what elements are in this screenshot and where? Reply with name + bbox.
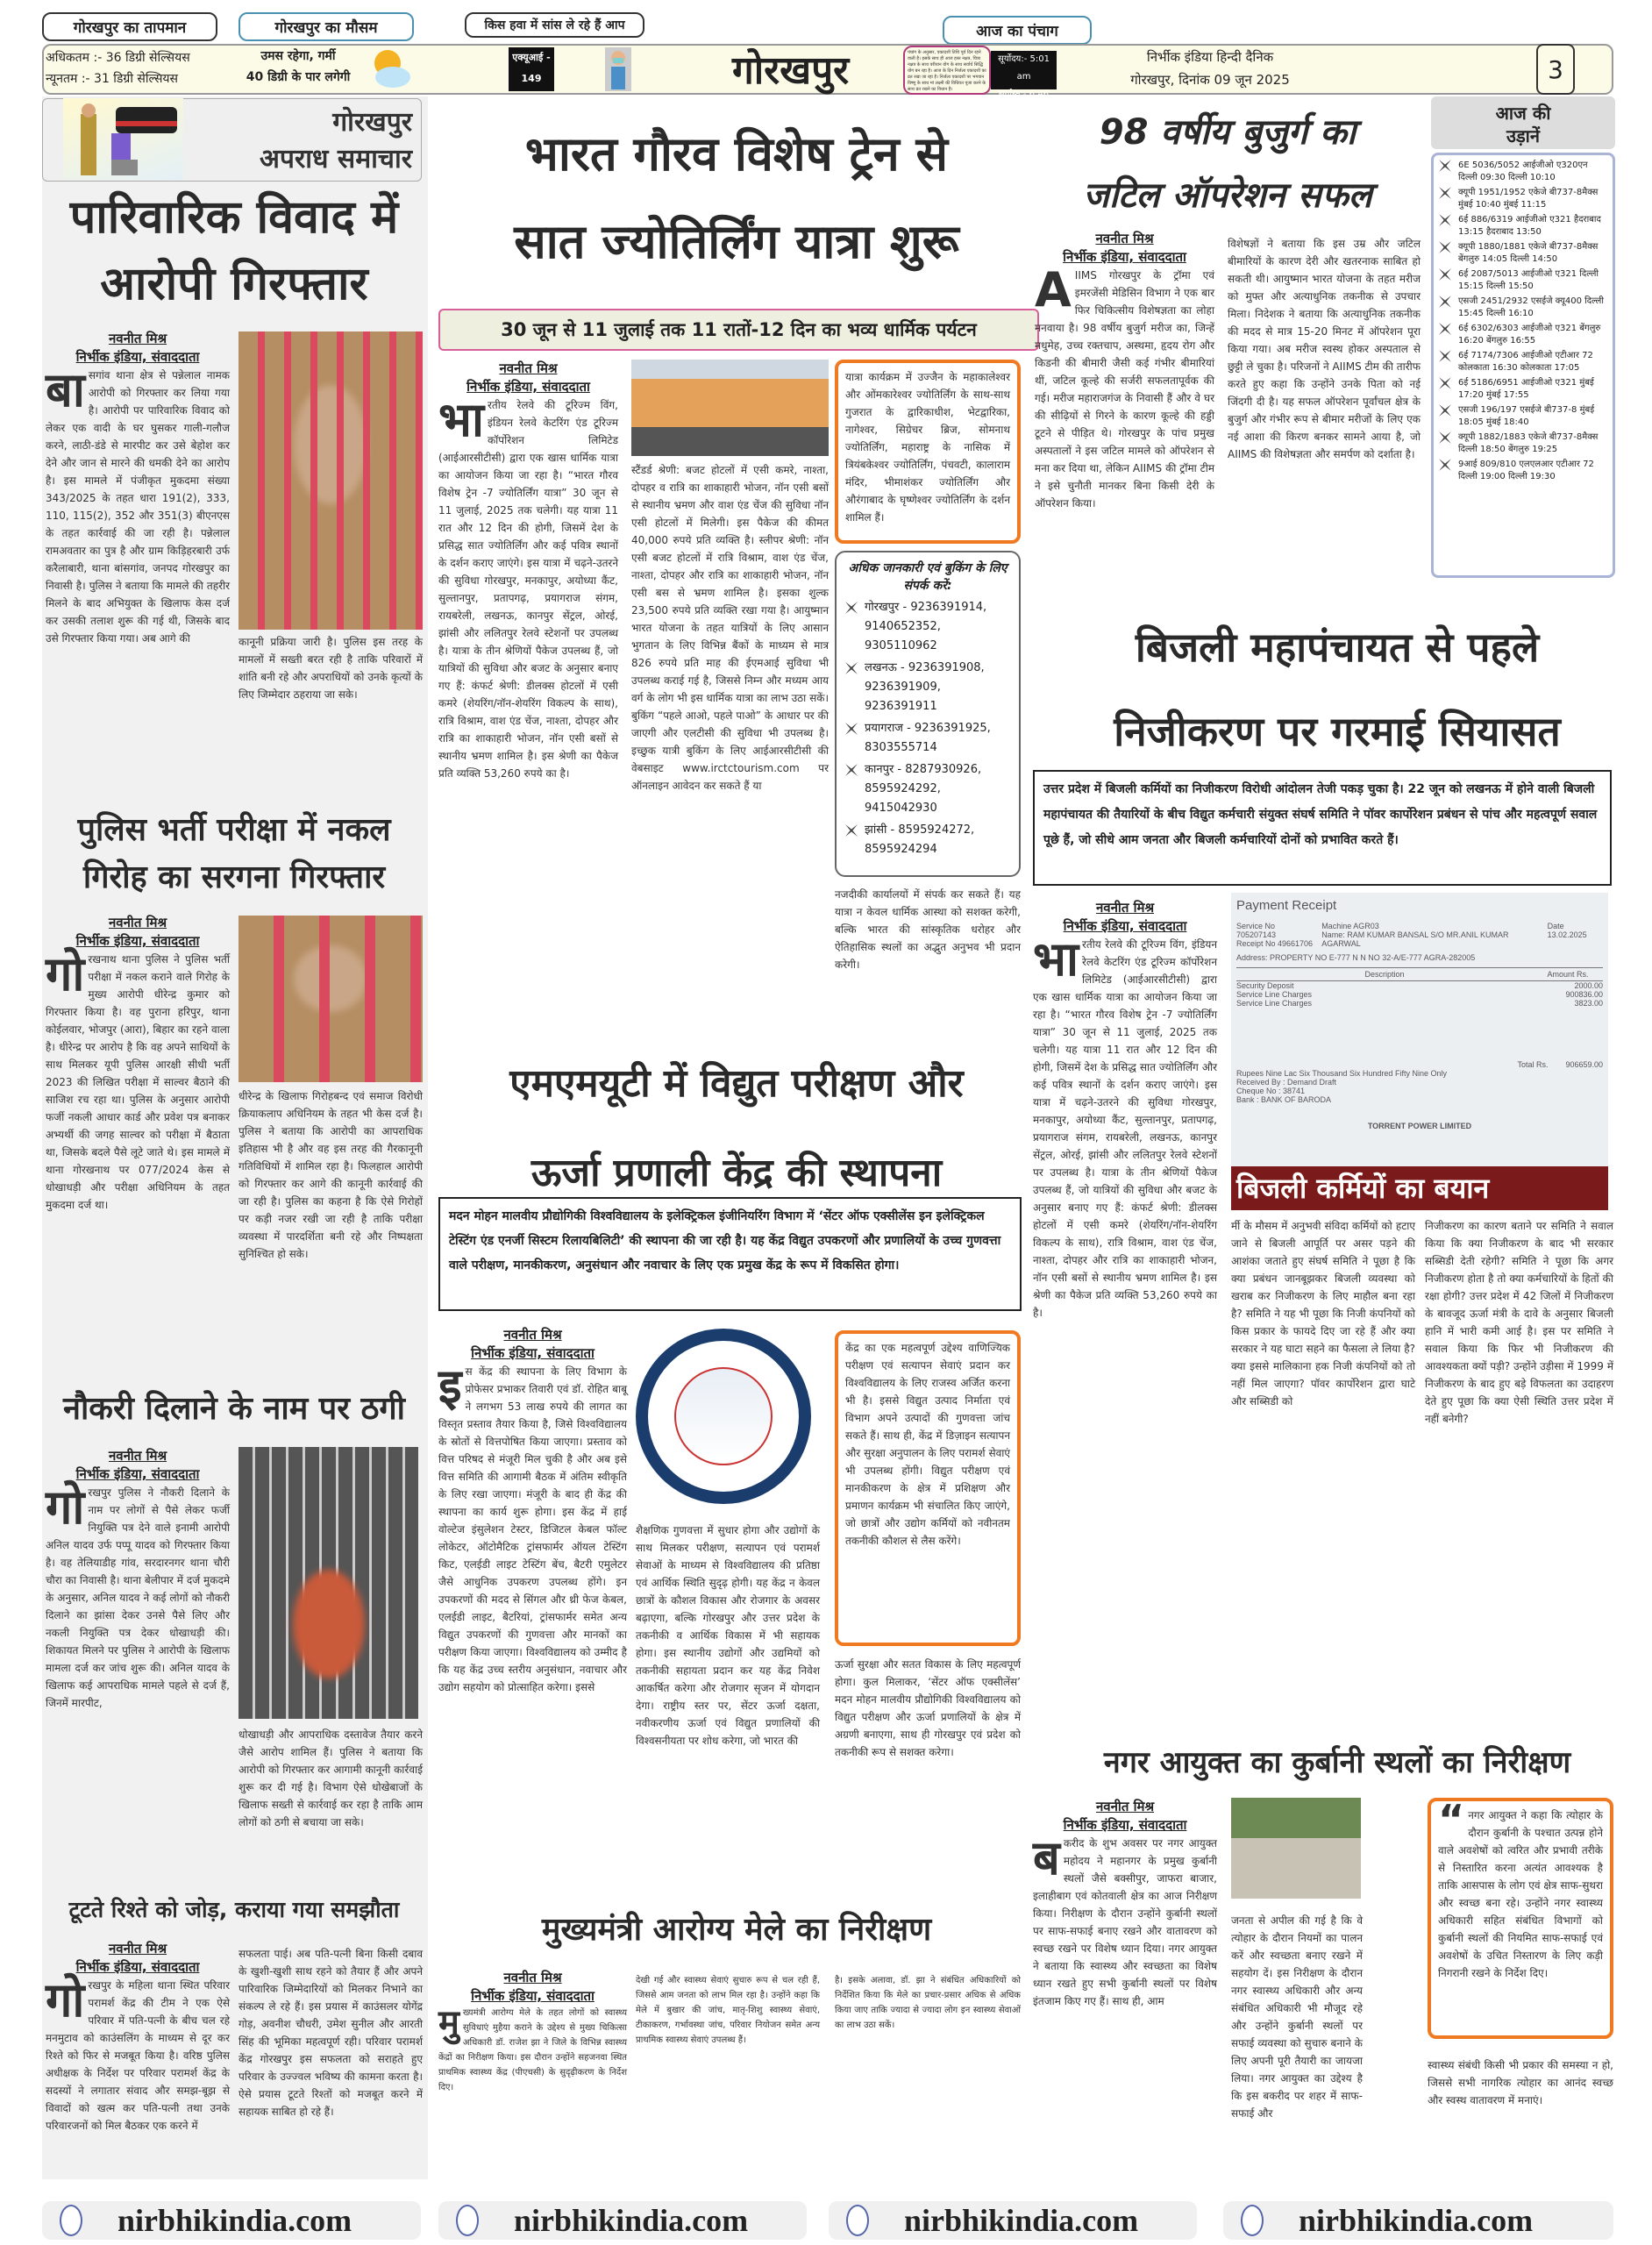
contact-item: झांसी - 8595924272, 8595924294	[845, 821, 1010, 859]
flight-bullet-icon	[1439, 160, 1451, 172]
sunset: सूर्यास्त:- 6:46 pm	[998, 89, 1050, 117]
contact-item: गोरखपुर - 9236391914, 9140652352, 9305110962	[845, 598, 1010, 656]
aqi-status: (खराब)	[516, 94, 546, 105]
article-body: रखनाथ थाना पुलिस ने पुलिस भर्ती परीक्षा में नकल कराने वाले गिरोह के मुख्य आरोपी धीरेन्द्र कुमार को गिरफ्तार किया है। वह पुराना हरिपुर, थाना कोईलवार, भोजपुर (आरा), बिहार का रहने वाला है। धीरेन्द्र पर आरोप है कि वह अपने साथियों के साथ मिलकर यूपी पुलिस आरक्षी सीधी भर्ती 2023 की लिखित परीक्षा में साल्वर बैठाने की साजिश रच रहा था। पुलिस के अनुसार आरोपी फर्जी नकली आधार कार्ड और प्रवेश पत्र बनाकर अभ्यर्थी की जगह साल्वर को परीक्षा में बैठाता था, जिसके बदले पैसे लूटे जाते थे। इस मामले में थाना गोरखनाथ पर 077/2024 केस से धोखाधड़ी और परीक्षा अधिनियम के तहत मुकदमा दर्ज था।	[46, 953, 230, 1211]
mmmut-article-col3: ऊर्जा सुरक्षा और सतत विकास के लिए महत्वपूर्ण होगा। कुल मिलाकर, ‘सेंटर ऑफ एक्सीलेंस’ मदन मोहन मालवीय प्रौद्योगिकी विश्वविद्यालय को विद्युत परीक्षण और ऊर्जा प्रणालियों के क्षेत्र में अग्रणी बनाएगा, साथ ही गोरखपुर एवं प्रदेश को तकनीकी रूप से सशक्त करेगा।	[835, 1658, 1021, 1758]
contact-bullet-icon	[845, 723, 858, 735]
receipt-bank: Bank : BANK OF BARODA	[1236, 1095, 1332, 1104]
headline-reconciliation: टूटते रिश्ते को जोड़, कराया गया समझौता	[68, 1897, 400, 1922]
commissioner-quote-box	[1428, 1798, 1613, 2039]
article-continuation: धीरेन्द्र के खिलाफ गिरोहबन्द एवं समाज विरोधी क्रियाकलाप अधिनियम के तहत भी केस दर्ज है। पुलिस ने बताया कि आरोपी का आपराधिक इतिहास भी है और वह इस तरह की गैरकानूनी गतिविधियों में शामिल रहा है। फिलहाल आरोपी को गिरफ्तार कर आगे की कानूनी कार्रवाई की जा रही है। पुलिस का कहना है कि ऐसे गिरोहों पर कड़ी नजर रखी जा रही है ताकि परीक्षा व्यवस्था में पारदर्शिता बनी रहे और निष्पक्षता सुनिश्चित हो सके।	[239, 1090, 423, 1260]
flight-item	[1439, 323, 1607, 347]
footer-site-4[interactable]	[1223, 2201, 1613, 2240]
headline-police-exam: पुलिस भर्ती परीक्षा में नकल गिरोह का सरगना गिरफ्तार	[77, 812, 391, 895]
receipt-line-amount: 3823.00	[1574, 999, 1603, 1008]
contact-bullet-icon	[845, 602, 858, 614]
flights-list	[1431, 153, 1615, 578]
byline-name: नवनीत मिश्र	[499, 360, 558, 376]
drop-cap: इ	[438, 1358, 462, 1414]
flight-bullet-icon	[1439, 241, 1451, 253]
drop-cap: ब	[1033, 1830, 1060, 1885]
flight-text: एसजी 2451/2932 एसईजे क्यू400 दिल्ली 15:45 दिल्ली 16:10	[1458, 296, 1604, 318]
contact-city: लखनऊ	[865, 661, 897, 674]
byline-name: नवनीत मिश्र	[1095, 231, 1154, 246]
receipt-line-desc: Service Line Charges	[1236, 990, 1313, 999]
press-logo-icon	[60, 2205, 82, 2236]
payment-receipt-photo	[1231, 893, 1608, 1182]
arogya-col3: है। इसके अलावा, डॉ. झा ने संबंधित अधिकारियों को निर्देशित किया कि मेले का प्रचार-प्रसार अधिक से अधिक किया जाए ताकि ज्यादा से ज्यादा लोग इन स्वास्थ्य सेवाओं का लाभ उठा सकें।	[835, 1976, 1021, 2030]
drop-cap: गो	[46, 946, 85, 1001]
article-body: रतीय रेलवे की टूरिज्म विंग, इंडियन रेलवे केटरिंग एंड टूरिज्म कॉर्पोरेशन लिमिटेड (आईआरसीटीसी) द्वारा एक खास धार्मिक यात्रा का आयोजन किया जा रहा है। “भारत गौरव विशेष ट्रेन -7 ज्योतिर्लिंग यात्रा” 30 जून से 11 जुलाई, 2025 तक चलेगी। यह यात्रा 11 रात और 12 दिन की होगी, जिसमें देश के प्रसिद्ध सात ज्योतिर्लिंग और कई पवित्र स्थानों के दर्शन कराए जाएंगे। इस यात्रा में चढ़ने-उतरने की सुविधा गोरखपुर, मनकापुर, अयोध्या कैंट, सुल्तानपुर, प्रतापगढ़, प्रयागराज संगम, रायबरेली, लखनऊ, कानपुर सेंट्रल, ओरई, झांसी और ललितपुर रेलवे स्टेशनों पर उपलब्ध है। यात्रा के तीन श्रेणियों पैकेज उपलब्ध हैं, जो यात्रियों की सुविधा और बजट के अनुसार बनाए गए हैं: कंफर्ट श्रेणी: डीलक्स होटलों में एसी कमरे (शेयरिंग/नॉन-शेयरिंग विकल्प के साथ), रात्रि विश्राम, वाश एंड चेंज, नाश्ता, दोपहर और रात्रि का शाकाहारी भोजन, नॉन एसी बसों से स्थानीय भ्रमण शामिल है। इस श्रेणी का पैकेज प्रति व्यक्ति 53,260 रुपये का है।	[1033, 938, 1217, 1319]
drop-cap: भा	[1033, 931, 1079, 987]
train-article-col3: नजदीकी कार्यालयों में संपर्क कर सकते हैं। यह यात्रा न केवल धार्मिक आस्था को सशक्त करेगी, बल्कि भारत की सांस्कृतिक धरोहर और ऐतिहासिक स्थलों का अद्भुत अनुभव भी प्रदान करेगी।	[835, 888, 1021, 971]
receipt-date: Date 13.02.2025	[1547, 922, 1587, 939]
elderly-col2: विशेषज्ञों ने बताया कि इस उम्र और जटिल बीमारियों के कारण देरी और खतरनाक साबित हो सकती थी। आयुष्मान भारत योजना के तहत मरीज को मुफ्त और अत्याधुनिक तकनीक से उपचार मिला। निदेशक ने बताया कि अत्याधुनिक तकनीक की मदद से मात्र 15-20 मिनट में ऑपरेशन पूरा किया गया। अब मरीज स्वस्थ होकर अस्पताल से छुट्टी ले चुका है। परिजनों ने AIIMS टीम की तारीफ करते हुए कहा कि उन्होंने उनके पिता को नई जिंदगी दी है। यह सफल ऑपरेशन पूर्वांचल क्षेत्र के बुजुर्ग और गंभीर रूप से बीमार मरीजों के लिए एक नई आशा की किरण बनकर सामने आया है, जो AIIMS की विशेषज्ञता और समर्पण को दर्शाता है।	[1228, 238, 1421, 460]
footer-site-text: nirbhikindia.com	[904, 2203, 1139, 2238]
receipt-amount-header: Amount Rs.	[1547, 970, 1589, 979]
headline-line-1: 98 वर्षीय बुजुर्ग का	[1099, 112, 1356, 153]
headline-line-1: बिजली महापंचायत से पहले	[1135, 624, 1540, 671]
train-photo	[631, 360, 829, 456]
flight-bullet-icon	[1439, 459, 1451, 471]
photo-caption-band: बिजली कर्मियों का बयान	[1231, 1166, 1608, 1210]
contact-box	[835, 551, 1021, 877]
commissioner-article	[1033, 1798, 1217, 2010]
headline-line-1: भारत गौरव विशेष ट्रेन से	[524, 125, 949, 182]
flights-panel	[1431, 96, 1615, 588]
receipt-cheque: Cheque No : 38741	[1236, 1087, 1306, 1095]
byline-org: निर्भीक इंडिया, संवाददाता	[1063, 1817, 1187, 1833]
page-number: 3	[1536, 44, 1575, 95]
flight-text: 6E 5036/5052 आईजीओ ए320एन दिल्ली 09:30 दिल्ली 10:10	[1458, 160, 1588, 182]
flight-item	[1439, 296, 1607, 320]
flight-text: 6ई 7174/7306 आईजीओ एटीआर 72 कोलकाता 16:30 कोलकाता 17:05	[1458, 351, 1593, 373]
receipt-line-amount: 2000.00	[1574, 981, 1603, 990]
flight-text: क्यूपी 1882/1883 एकेजे बी737-8मैक्स दिल्ली 18:50 बेंगलुरु 19:25	[1458, 432, 1599, 454]
flight-text: क्यूपी 1880/1881 एकेजे बी737-8मैक्स बेंगलुरु 14:05 दिल्ली 14:50	[1458, 242, 1599, 264]
byline-org: निर्भीक इंडिया, संवाददाता	[75, 1466, 200, 1482]
drop-cap: बा	[46, 362, 85, 417]
byline-name: नवनीत मिश्र	[108, 1448, 167, 1464]
contact-item: लखनऊ - 9236391908, 9236391909, 9236391911	[845, 659, 1010, 716]
press-logo-icon	[846, 2205, 869, 2236]
electricity-col2: र्मी के मौसम में अनुभवी संविदा कर्मियों को हटाए जाने से बिजली आपूर्ति पर असर पड़ने की आशंका जताते हुए संघर्ष समिति ने पूछा है कि क्या प्रबंधन जानबूझकर बिजली व्यवस्था को खराब कर निजीकरण के लिए माहौल बना रहा है? समिति ने यह भी पूछा कि निजी कंपनियों को किस प्रकार के फायदे दिए जा रहे हैं और क्या सरकार ने यह घाटा सहने का फैसला ले लिया है? क्या इससे मालिकाना हक निजी कंपनियों को तो नहीं मिल जाएगा? पॉवर कार्पोरेशन द्वारा घाटे और सब्सिडी को	[1231, 1220, 1415, 1408]
contact-city: कानपुर	[865, 763, 894, 776]
electricity-intro-box: उत्तर प्रदेश में बिजली कर्मियों का निजीकरण विरोधी आंदोलन तेजी पकड़ चुका है। 22 जून को लखनऊ में होने वाली बिजली महापंचायत की तैयारियों के बीच विद्युत कर्मचारी संयुक्त संघर्ष समिति ने पॉवर कार्पोरेशन प्रबंधन से पांच और महत्वपूर्ण सवाल पूछे हैं, जो सीधे आम जनता और बिजली कर्मचारियों दोनों को प्रभावित करते हैं।	[1033, 770, 1612, 886]
flight-text: 9आई 809/810 एलएलआर एटीआर 72 दिल्ली 19:00 दिल्ली 19:30	[1458, 460, 1594, 481]
byline-name: नवनीत मिश्र	[1095, 1799, 1155, 1814]
flight-item	[1439, 214, 1607, 239]
contact-city: गोरखपुर	[865, 601, 900, 614]
flight-text: एसजी 196/197 एसईजे बी737-8 मुंबई 18:05 मुंबई 18:40	[1458, 405, 1595, 427]
byline-name: नवनीत मिश्र	[503, 1327, 562, 1343]
flight-item	[1439, 350, 1607, 374]
contact-numbers: 9236391908, 9236391909, 9236391911	[865, 661, 985, 713]
flight-item	[1439, 241, 1607, 266]
contact-numbers: 8595924272, 8595924294	[865, 823, 975, 856]
byline-org: निर्भीक इंडिया, संवाददाता	[466, 379, 590, 395]
article-body: स केंद्र की स्थापना के लिए विभाग के प्रोफेसर प्रभाकर तिवारी एवं डॉ. रोहित बाबू ने लगभग 53 लाख रुपये की लागत का विस्तृत प्रस्ताव तैयार किया है, जिसे विश्वविद्यालय के स्रोतों से वित्तपोषित किया जाएगा। प्रस्ताव को वित्त परिषद से मंजूरी मिल चुकी है और अब इसे वित्त समिति की आगामी बैठक में अंतिम स्वीकृति के लिए रखा जाएगा। मंजूरी के बाद ही केंद्र की स्थापना का कार्य शुरू होगा। इस केंद्र में हाई वोल्टेज इंसुलेशन टेस्टर, डिजिटल केबल फॉल्ट लोकेटर, ऑटोमैटिक ट्रांसफार्मर ऑयल टेस्टिंग किट, एलईडी लाइट टेस्टिंग बेंच, बैटरी एमुलेटर जैसे आधुनिक उपकरण उपलब्ध होंगे। इन उपकरणों की मदद से सिंगल और थ्री फेज केबल, एलईडी लाइट, बैटरियां, ट्रांसफार्मर समेत अन्य विद्युत उपकरणों की गुणवत्ता और मानकों का परीक्षण किया जाएगा। विश्वविद्यालय को उम्मीद है कि यह केंद्र उच्च स्तरीय अनुसंधान, नवाचार और उद्योग सहयोग को प्रोत्साहित करेगा। इससे	[438, 1365, 627, 1693]
drop-cap: भा	[438, 392, 484, 447]
drop-cap: A	[1035, 262, 1072, 317]
receipt-line	[1236, 999, 1603, 1008]
partly-cloudy-icon	[368, 46, 412, 91]
mmmut-highlight-box: केंद्र का एक महत्वपूर्ण उद्देश्य वाणिज्यिक परीक्षण एवं सत्यापन सेवाएं प्रदान कर विश्वविद्यालय के लिए राजस्व अर्जित करना भी है। इससे विद्युत उत्पाद निर्माता एवं विभाग अपने उत्पादों की गुणवत्ता जांच सकते हैं। साथ ही, केंद्र में डिज़ाइन सत्यापन और सुरक्षा अनुपालन के लिए परामर्श सेवाएं भी उपलब्ध होंगी। विद्युत परीक्षण एवं मानकीकरण के क्षेत्र में प्रशिक्षण और प्रमाणन कार्यक्रम भी संचालित किए जाएंगे, जो छात्रों और उद्योग कर्मियों को नवीनतम तकनीकी कौशल से लैस करेंगे।	[835, 1330, 1021, 1646]
press-logo-icon	[456, 2205, 479, 2236]
temp-max: अधिकतम :- 36 डिग्री सेल्सियस	[46, 51, 190, 65]
contact-item: प्रयागराज - 9236391925, 8303555714	[845, 719, 1010, 758]
contact-city: प्रयागराज	[865, 722, 903, 735]
receipt-service-no: Service No 705207143	[1236, 922, 1277, 939]
footer-site-1[interactable]	[42, 2201, 421, 2240]
headline-line-1: एमएमयूटी में विद्युत परीक्षण और	[509, 1061, 964, 1106]
flight-bullet-icon	[1439, 296, 1451, 308]
weather-box	[232, 46, 364, 88]
temperature-box	[46, 47, 190, 89]
quote-text: नगर आयुक्त ने कहा कि त्योहार के दौरान कुर्बानी के पश्चात उत्पन्न होने वाले अवशेषों को त्वरित और प्रभावी तरीके से निस्तारित करना अत्यंत आवश्यक है ताकि आसपास के लोग एवं क्षेत्र साफ-सुथरा और स्वच्छ बना रहे। उन्होंने नगर स्वास्थ्य अधिकारी सहित संबंधित विभागों को कुर्बानी स्थलों की नियमित साफ-सफाई एवं अवशेषों के उचित निस्तारण के लिए कड़ी निगरानी रखने के निर्देश दिए।	[1438, 1809, 1603, 1979]
flights-title-2: उड़ानें	[1506, 125, 1540, 146]
inspection-photo	[1231, 1798, 1361, 1899]
flight-bullet-icon	[1439, 187, 1451, 199]
flight-item	[1439, 187, 1607, 211]
flight-bullet-icon	[1439, 268, 1451, 281]
weather-line1: उमस रहेगा, गर्मी	[260, 49, 336, 63]
flight-item	[1439, 431, 1607, 456]
byline-name: नवनीत मिश्र	[503, 1970, 562, 1985]
electricity-col3: निजीकरण का कारण बताने पर समिति ने सवाल किया कि क्या निजीकरण के बाद भी सरकार सब्सिडी देती रहेगी? समिति ने पूछा कि अगर निजीकरण होता है तो क्या कर्मचारियों के हितों की रक्षा होगी? उत्तर प्रदेश में 42 जिलों में निजीकरण के बावजूद ऊर्जा मंत्री के दावे के अनुसार बिजली हानि में भारी कमी आई है। इस पर समिति ने सवाल किया कि फिर भी निजीकरण की आवश्यकता क्यों पड़ी? उन्होंने उड़ीसा में 1999 में निजीकरण के बाद हुए बड़े विफलता का उदाहरण देते हुए पूछा कि क्या ऐसी स्थिति उत्तर प्रदेश में नहीं बनेगी?	[1425, 1220, 1613, 1425]
flights-title-1: आज की	[1495, 103, 1551, 124]
article-body: ख्यमंत्री आरोग्य मेले के तहत लोगों को स्वास्थ्य सुविधाएं मुहैया कराने के उद्देश्य से मुख्य चिकित्सा अधिकारी डॉ. राजेश झा ने जिले के विभिन्न स्वास्थ्य केंद्रों का निरीक्षण किया। इस दौरान उन्होंने सहजनवा स्थित प्राथमिक स्वास्थ्य केंद्र (पीएचसी) के सुदृढ़ीकरण के निर्देश दिए।	[438, 2008, 627, 2092]
article-body: IIMS गोरखपुर के ट्रॉमा एवं इमरजेंसी मेडिसिन विभाग ने एक बार फिर चिकित्सीय विशेषज्ञता का लोहा मनवाया है। 98 वर्षीय बुजुर्ग मरीज का, जिन्हें मधुमेह, उच्च रक्तचाप, अस्थमा, हृदय रोग और किडनी की बीमारी जैसी कई गंभीर बीमारियां थीं, जटिल कूल्हे की सर्जरी सफलतापूर्वक की गई। मरीज महाराजगंज के निवासी हैं और वे घर की सीढ़ियों से गिरने के कारण कूल्हे की हड्डी टूटने से पीड़ित थे। गोरखपुर के पांच प्रमुख अस्पतालों ने इस जटिल मामले को ऑपरेशन से मना कर दिया था, लेकिन AIIMS की ट्रॉमा टीम ने इसे चुनौती मानकर बिना किसी देरी के ऑपरेशन किया।	[1035, 269, 1214, 510]
arogya-col2: देखी गई और स्वास्थ्य सेवाएं सुचारु रूप से चल रही हैं, जिससे आम जनता को लाभ मिल रहा है। उन्होंने कहा कि मेले में बुखार की जांच, मातृ-शिशु स्वास्थ्य सेवाएं, टीकाकरण, गर्भावस्था जांच, परिवार नियोजन समेत अन्य प्राथमिक स्वास्थ्य सेवाएं उपलब्ध हैं।	[636, 1976, 820, 2045]
article-body: करीद के शुभ अवसर पर नगर आयुक्त महोदय ने महानगर के प्रमुख कुर्बानी स्थलों जैसे बक्सीपुर, जाफरा बाजार, इलाहीबाग एवं कोतवाली क्षेत्र का आज निरीक्षण किया। निरीक्षण के दौरान उन्होंने कुर्बानी स्थलों पर साफ-सफाई बनाए रखने और वातावरण को स्वच्छ रखने पर विशेष ध्यान दिया। नगर आयुक्त ने बताया कि स्वास्थ्य और स्वच्छता का विशेष ध्यान रखते हुए सभी कुर्बानी स्थलों पर विशेष इंतजाम किए गए हैं। साथ ही, आम	[1033, 1837, 1217, 2007]
train-article-col2: स्टैंडर्ड श्रेणी: बजट होटलों में एसी कमरे, नाश्ता, दोपहर व रात्रि का शाकाहारी भोजन, नॉन एसी बसों से स्थानीय भ्रमण और वाश एंड चेंज की सुविधा नॉन एसी होटलों में मिलेगी। इस पैकेज की कीमत 40,000 रुपये प्रति व्यक्ति है। स्लीपर श्रेणी: नॉन एसी बजट होटलों में रात्रि विश्राम, वाश एंड चेंज, नाश्ता, दोपहर और रात्रि का शाकाहारी भोजन, नॉन एसी बस से भ्रमण शामिल है। इसका शुल्क 23,500 रुपये प्रति व्यक्ति रखा गया है। आयुष्मान भारत योजना के तहत यात्रियों के लिए आसान भुगतान के लिए विभिन्न बैंकों के माध्यम से मात्र 826 रुपये प्रति माह की ईएमआई सुविधा भी उपलब्ध कराई गई है, जिससे निम्न और मध्यम आय वर्ग के लोग भी इस धार्मिक यात्रा का लाभ उठा सकें। बुकिंग “पहले आओ, पहले पाओ” के आधार पर की जाएगी और एलटीसी की सुविधा भी उपलब्ध है। इच्छुक यात्री बुकिंग के लिए आईआरसीटीसी की वेबसाइट www.irctctourism.com पर ऑनलाइन आवेदन कर सकते हैं या	[631, 464, 829, 792]
headline-mmmut	[434, 1039, 1039, 1218]
receipt-desc-header: Description	[1364, 970, 1405, 979]
byline-name: नवनीत मिश्र	[108, 915, 167, 930]
article-body: रखपुर के महिला थाना स्थित परिवार परामर्श केंद्र की टीम ने एक ऐसे परिवार में पति-पत्नी के बीच चल रहे मनमुटाव को काउंसलिंग के माध्यम से दूर कर रिश्ते को फिर से मजबूत किया है। वरिष्ठ पुलिस अधीक्षक के निर्देश पर परिवार परामर्श केंद्र के सदस्यों ने लगातार संवाद और समझ-बूझ से विवादों को खत्म कर पति-पत्नी तथा उनके परिवारजनों को मिल बैठकर एक करने में	[46, 1979, 230, 2132]
receipt-title: Payment Receipt	[1236, 898, 1337, 913]
flights-title	[1431, 96, 1615, 149]
arogya-article	[438, 1969, 627, 2095]
flight-text: क्यूपी 1951/1952 एकेजे बी737-8मैक्स मुंबई 10:40 मुंबई 11:15	[1458, 188, 1599, 210]
footer-site-text: nirbhikindia.com	[1299, 2203, 1534, 2238]
air-tag: किस हवा में सांस ले रहे हैं आप	[465, 12, 644, 38]
receipt-company: TORRENT POWER LIMITED	[1367, 1122, 1472, 1130]
receipt-total-label: Total Rs.	[1517, 1060, 1549, 1069]
contact-bullet-icon	[845, 764, 858, 776]
crime-section-title	[260, 104, 412, 178]
flight-item	[1439, 160, 1607, 184]
accused-photo	[239, 916, 423, 1082]
receipt-address: Address: PROPERTY NO E-777 N N NO 32-A/E-777 AGRA-282005	[1236, 953, 1476, 962]
footer-site-text: nirbhikindia.com	[514, 2203, 749, 2238]
police-illustration	[63, 98, 183, 180]
footer-site-text: nirbhikindia.com	[117, 2203, 352, 2238]
contact-numbers: 9236391914, 9140652352, 9305110962	[865, 601, 987, 652]
sunrise: सूर्योदय:- 5:01 am	[998, 54, 1050, 82]
article-continuation: धोखाधड़ी और आपराधिक दस्तावेज तैयार करने जैसे आरोप शामिल हैं। पुलिस ने बताया कि आरोपी को गिरफ्तार कर आगामी कानूनी कार्रवाई शुरू कर दी गई है। विभाग ऐसे धोखेबाजों के खिलाफ सख्ती से कार्रवाई कर रहा है ताकि आम लोगों को ठगी से बचाया जा सके।	[239, 1728, 423, 1828]
train-highlight-box: यात्रा कार्यक्रम में उज्जैन के महाकालेश्वर और ओंमकारेश्वर ज्योतिर्लिंग के साथ-साथ गुजरात के द्वारिकाधीश, भेटद्वारिका, नागेश्वर, सिग्रेचर ब्रिज, सोमनाथ ज्योतिर्लिंग, महाराष्ट्र के नासिक में त्रियंबकेश्वर ज्योतिर्लिंग, पंचवटी, कालाराम मंदिर, भीमाशंकर ज्योतिर्लिंग और औरंगाबाद के घृष्णेश्वर ज्योतिर्लिंग के दर्शन शामिल हैं।	[835, 360, 1021, 544]
headline-arogya: मुख्यमंत्री आरोग्य मेले का निरीक्षण	[541, 1911, 932, 1948]
flight-text: 6ई 5186/6951 आईजीओ ए321 मुंबई 17:20 मुंबई 17:55	[1458, 378, 1594, 400]
receipt-line-desc: Service Line Charges	[1236, 999, 1313, 1008]
crime-title-2: अपराध समाचार	[260, 144, 412, 175]
receipt-line	[1236, 990, 1603, 999]
family-dispute-article	[46, 330, 230, 647]
headline-line-2: जटिल ऑपरेशन सफल	[1083, 175, 1372, 216]
byline-name: नवनीत मिश्र	[108, 1941, 167, 1956]
accused-photo	[239, 331, 423, 630]
electricity-article	[1033, 899, 1217, 1322]
aqi-badge	[509, 47, 554, 105]
police-exam-article	[46, 914, 230, 1214]
contact-item: कानपुर - 8287930926, 8595924292, 9415042930	[845, 760, 1010, 818]
footer-site-2[interactable]	[438, 2201, 807, 2240]
flight-bullet-icon	[1439, 214, 1451, 226]
job-fraud-article	[46, 1447, 230, 1712]
article-body: रतीय रेलवे की टूरिज्म विंग, इंडियन रेलवे केटरिंग एंड टूरिज्म कॉर्पोरेशन लिमिटेड (आईआरसीटीसी) द्वारा एक खास धार्मिक यात्रा का आयोजन किया जा रहा है। “भारत गौरव विशेष ट्रेन -7 ज्योतिर्लिंग यात्रा” 30 जून से 11 जुलाई, 2025 तक चलेगी। यह यात्रा 11 रात और 12 दिन की होगी, जिसमें देश के प्रसिद्ध सात ज्योतिर्लिंग और कई पवित्र स्थानों के दर्शन कराए जाएंगे। इस यात्रा में चढ़ने-उतरने की सुविधा गोरखपुर, मनकापुर, अयोध्या कैंट, सुल्तानपुर, प्रतापगढ़, प्रयागराज संगम, रायबरेली, लखनऊ, कानपुर सेंट्रल, ओरई, झांसी और ललितपुर रेलवे स्टेशनों पर उपलब्ध है। यात्रा के तीन श्रेणियों पैकेज उपलब्ध हैं, जो यात्रियों की सुविधा और बजट के अनुसार बनाए गए हैं: कंफर्ट श्रेणी: डीलक्स होटलों में एसी कमरे (शेयरिंग/नॉन-शेयरिंग विकल्प के साथ), रात्रि विश्राम, वाश एंड चेंज, नाश्ता, दोपहर और रात्रि का शाकाहारी भोजन, नॉन एसी बसों से स्थानीय भ्रमण शामिल है। इस श्रेणी का पैकेज प्रति व्यक्ति 53,260 रुपये का है।	[438, 399, 618, 780]
masthead-info	[1087, 46, 1333, 91]
flight-bullet-icon	[1439, 377, 1451, 389]
receipt-line-amount: 900836.00	[1565, 990, 1603, 999]
paper-name: निर्भीक इंडिया हिन्दी दैनिक	[1146, 49, 1274, 65]
drop-cap: मु	[438, 2003, 459, 2043]
flight-text: 6ई 886/6319 आईजीओ ए321 हैदराबाद 13:15 हैदराबाद 13:50	[1458, 215, 1601, 237]
contact-city: झांसी	[865, 823, 887, 837]
crime-title-1: गोरखपुर	[332, 107, 412, 138]
headline-line-2: निजीकरण पर गरमाई सियासत	[1114, 708, 1561, 755]
receipt-machine: Machine AGR03	[1321, 922, 1379, 930]
contact-bullet-icon	[845, 824, 858, 837]
headline-commissioner: नगर आयुक्त का कुर्बानी स्थलों का निरीक्षण	[1103, 1745, 1571, 1780]
date-line: गोरखपुर, दिनांक 09 जून 2025	[1130, 72, 1290, 88]
elderly-article	[1035, 230, 1214, 512]
jail-photo	[239, 1447, 418, 1719]
mmmut-intro-box: मदन मोहन मालवीय प्रौद्योगिकी विश्वविद्यालय के इलेक्ट्रिकल इंजीनियरिंग विभाग में ‘सेंटर ऑफ एक्सीलेंस इन इलेक्ट्रिकल टेस्टिंग एंड एनर्जी सिस्टम रिलायबिलिटी’ की स्थापना की जा रही है। यह केंद्र विद्युत उपकरणों और प्रणालियों के उच्च गुणवत्ता वाले परीक्षण, मानकीकरण, अनुसंधान और नवाचार के लिए एक प्रमुख केंद्र के रूप में विकसित होगा।	[438, 1197, 1022, 1311]
mmmut-article-col2: शैक्षणिक गुणवत्ता में सुधार होगा और उद्योगों के साथ मिलकर परीक्षण, सत्यापन एवं परामर्श सेवाओं के माध्यम से विश्वविद्यालय की प्रतिष्ठा एवं आर्थिक स्थिति सुदृढ़ होगी। यह केंद्र न केवल छात्रों के कौशल विकास और रोजगार के अवसर बढ़ाएगा, बल्कि गोरखपुर और उत्तर प्रदेश के तकनीकी व आर्थिक विकास में भी सहायक होगा। इस स्थानीय उद्योगों और उद्यमियों को तकनीकी सहायता प्रदान कर यह केंद्र निवेश आकर्षित करेगा और रोजगार सृजन में योगदान देगा। राष्ट्रीय स्तर पर, सेंटर ऊर्जा दक्षता, नवीकरणीय ऊर्जा एवं विद्युत प्रणालियों की विश्वसनीयता पर शोध करेगा, जो भारत की	[636, 1524, 820, 1747]
byline-org: निर्भीक इंडिया, संवाददाता	[75, 933, 200, 949]
train-article	[438, 360, 618, 782]
byline-org: निर्भीक इंडिया, संवाददाता	[1063, 249, 1186, 265]
panchang-tag: आज का पंचाग	[943, 16, 1092, 45]
receipt-received-by: Received By : Demand Draft	[1236, 1078, 1337, 1087]
article-continuation: कानूनी प्रक्रिया जारी है। पुलिस इस तरह के मामलों में सख्ती बरत रही है ताकि परिवारों में शांति बनी रहे और अपराधियों को उनके कृत्यों के लिए जिम्मेदार ठहराया जा सके।	[239, 636, 423, 701]
quote-icon: “	[1438, 1796, 1465, 1843]
headline-job-fraud: नौकरी दिलाने के नाम पर ठगी	[63, 1391, 405, 1427]
city-title: गोरखपुर	[732, 48, 850, 93]
commissioner-col3: स्वास्थ्य संबंधी किसी भी प्रकार की समस्या न हो, जिससे सभी नागरिक त्योहार का आनंद स्वच्छ और स्वस्थ वातावरण में मनाएं।	[1428, 2059, 1613, 2106]
flight-item	[1439, 404, 1607, 429]
flight-bullet-icon	[1439, 350, 1451, 362]
flight-item	[1439, 459, 1607, 483]
receipt-no: Receipt No 49661706	[1236, 939, 1314, 948]
mask-person-icon	[605, 47, 631, 91]
headline-line-2: सात ज्योतिर्लिंग यात्रा शुरू	[514, 213, 959, 269]
mmmut-article	[438, 1326, 627, 1696]
weather-tag: गोरखपुर का मौसम	[239, 12, 414, 41]
flight-text: 6ई 2087/5013 आईजीओ ए321 दिल्ली 15:15 दिल्ली 15:50	[1458, 269, 1599, 291]
headline-train	[434, 110, 1039, 285]
contact-title: अधिक जानकारी एवं बुकिंग के लिए संपर्क करें:	[848, 561, 1008, 593]
contact-numbers: 8287930926, 8595924292, 9415042930	[865, 763, 982, 815]
article-continuation: सफलता पाई। अब पति-पत्नी बिना किसी दबाव के खुशी-खुशी साथ रहने को तैयार हैं और अपने पारिवारिक जिम्मेदारियों को मिलकर निभाने का संकल्प ले रहे हैं। इस प्रयास में काउंसलर योगेंद्र गोड़, अवनीश चौधरी, उमेश सुनील और आरती सिंह की भूमिका महत्वपूर्ण रही। परिवार परामर्श केंद्र गोरखपुर इस सफलता को सराहते हुए परिवार के उज्ज्वल भविष्य की कामना करता है। ऐसे प्रयास टूटते रिश्तों को मजबूत करने में सहायक साबित हो रहे हैं।	[239, 1948, 423, 2118]
mmmut-logo	[636, 1329, 811, 1504]
byline-org: निर्भीक इंडिया, संवाददाता	[75, 349, 200, 365]
temp-min: न्यूनतम :- 31 डिग्री सेल्सियस	[46, 72, 179, 86]
headline-electricity	[1030, 605, 1644, 773]
byline-name: नवनीत मिश्र	[1095, 900, 1155, 916]
drop-cap: गो	[46, 1479, 85, 1535]
flight-text: 6ई 6302/6303 आईजीओ ए321 बेंगलुरु 16:20 बेंगलुरु 16:55	[1458, 324, 1601, 346]
headline-line-2: ऊर्जा प्रणाली केंद्र की स्थापना	[530, 1151, 943, 1195]
article-body: सगांव थाना क्षेत्र से पन्नेलाल नामक आरोपी को गिरफ्तार कर लिया गया है। आरोपी पर पारिवारिक विवाद को लेकर एक वादी के घर घुसकर गाली-गलौज करने, लाठी-डंडे से मारपीट कर उसे बेहोश कर देने और जान से मारने की धमकी देने का आरोप है। इस मामले में पंजीकृत मुकदमा संख्या 343/2025 के तहत धारा 191(2), 333, 110, 115(2), 352 और 351(3) बीएनएस के तहत कार्रवाई की जा रही है। पन्नेलाल रामअवतार का पुत्र है और ग्राम किड़िहरबारी उर्फ करैलाबारी, थाना बांसगांव, जनपद गोरखपुर का निवासी है। पुलिस ने बताया कि मामले की तहरीर मिलने के बाद अभियुक्त के खिलाफ केस दर्ज कर उसकी तलाश शुरू की गई थी, जिसके बाद उसे गिरफ्तार किया गया। अब आगे की	[46, 369, 230, 645]
weather-line2: 40 डिग्री के पार लगेगी	[246, 70, 351, 84]
footer-site-3[interactable]	[829, 2201, 1197, 2240]
flight-item	[1439, 377, 1607, 402]
train-subhead: 30 जून से 11 जुलाई तक 11 रातों-12 दिन का भव्य धार्मिक पर्यटन	[438, 309, 1039, 351]
panchang-text: पंचांग के अनुसार, एकादशी तिथि पूर्व दिन रहने वाली है। इसके साथ ही आज हस्त नक्षत्र, चित्रा नक्षत्र के साथ वरीयान योग के साथ सर्वार्थ सिद्धि योग बन रहा है। आज के दिन निर्जला एकादशी का व्रत रखा जा रहा है। निर्जला एकादशी पर भगवान विष्णु के साथ मां लक्ष्मी की विधिवत पूजा करने के साथ व्रत रखने का विधान है।	[903, 46, 991, 95]
aqi-value: एक्यूआई - 149	[512, 52, 551, 84]
receipt-words: Rupees Nine Lac Six Thousand Six Hundred Fifty Nine Only	[1236, 1069, 1447, 1078]
receipt-line	[1236, 981, 1603, 990]
byline-org: निर्भीक इंडिया, संवाददाता	[1063, 918, 1187, 934]
byline-org: निर्भीक इंडिया, संवाददाता	[471, 1345, 595, 1361]
byline-org: निर्भीक इंडिया, संवाददाता	[75, 1959, 200, 1975]
drop-cap: गो	[46, 1972, 85, 2028]
sun-times	[991, 51, 1057, 117]
receipt-line-desc: Security Deposit	[1236, 981, 1294, 990]
receipt-total: 906659.00	[1565, 1060, 1603, 1069]
article-body: रखपुर पुलिस ने नौकरी दिलाने के नाम पर लोगों से पैसे लेकर फर्जी नियुक्ति पत्र देने वाले इनामी आरोपी अनिल यादव उर्फ पप्पू यादव को गिरफ्तार किया है। वह तेलियाडीह गांव, सरदारनगर थाना चौरी चौरा का निवासी है। थाना बेलीपार में दर्ज मुकदमे के अनुसार, अनिल यादव ने कई लोगों को नौकरी दिलाने का झांसा देकर उनसे पैसे लिए और नकली नियुक्ति पत्र देकर धोखाधड़ी की। शिकायत मिलने पर पुलिस ने आरोपी के खिलाफ मामला दर्ज कर जांच शुरू की। अनिल यादव के खिलाफ कई आपराधिक मामले पहले से दर्ज हैं, जिनमें मारपीट,	[46, 1486, 230, 1709]
temperature-tag: गोरखपुर का तापमान	[42, 12, 217, 41]
press-logo-icon	[1241, 2205, 1264, 2236]
receipt-name: Name: RAM KUMAR BANSAL S/O MR.ANIL KUMAR AGARWAL	[1321, 930, 1509, 948]
flight-bullet-icon	[1439, 431, 1451, 444]
headline-elderly	[1030, 101, 1425, 227]
flight-bullet-icon	[1439, 404, 1451, 417]
byline-name: नवनीत मिश्र	[108, 331, 167, 346]
headline-family-dispute: पारिवारिक विवाद में आरोपी गिरफ्तार	[69, 191, 399, 310]
contact-numbers: 9236391925, 8303555714	[865, 722, 991, 754]
reconciliation-article	[46, 1940, 230, 2135]
byline-org: निर्भीक इंडिया, संवाददाता	[471, 1988, 595, 2004]
flight-item	[1439, 268, 1607, 293]
commissioner-col2: जनता से अपील की गई है कि वे त्योहार के दौरान नियमों का पालन करें और स्वच्छता बनाए रखने में सहयोग दें। इस निरीक्षण के दौरान नगर स्वास्थ्य अधिकारी और अन्य संबंधित अधिकारी भी मौजूद रहे और उन्होंने कुर्बानी स्थलों पर सफाई व्यवस्था को सुचारु बनाने के लिए अपनी पूरी तैयारी का जायजा लिया। नगर आयुक्त का उद्देश्य है कि इस बकरीद पर शहर में साफ-सफाई और	[1231, 1914, 1363, 2120]
contact-bullet-icon	[845, 662, 858, 674]
flight-bullet-icon	[1439, 323, 1451, 335]
